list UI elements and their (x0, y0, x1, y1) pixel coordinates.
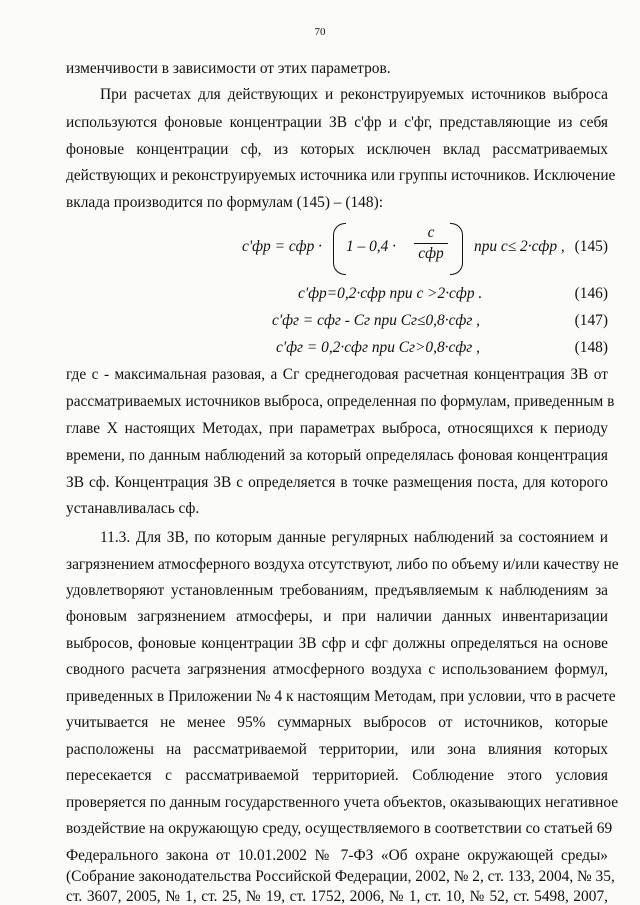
text-line: где c - максимальная разовая, а Cг среднегодовая расчетная концентрация ЗВ от (66, 366, 608, 383)
text-line: учитывается не менее 95% суммарных выбросов от источников, которые (66, 714, 608, 731)
formula-number: (148) (574, 339, 608, 356)
right-paren (450, 223, 463, 275)
formula-147: c'фг = cфг - Cг при Cг≤0,8·cфг , (272, 312, 481, 329)
formula-number: (147) (574, 312, 608, 329)
text-line: расположены на рассматриваемой территории, или зона влияния которых (66, 741, 608, 758)
text-line: устанавливалась cф. (66, 500, 200, 517)
fraction-numerator: c (427, 224, 435, 241)
text-line: удовлетворяют установленным требованиям, предъявляемым к наблюдениям за (66, 582, 608, 599)
text-line: фоновым загрязнением атмосферы, и при наличии данных инвентаризации (66, 608, 608, 625)
text-line: 11.3. Для ЗВ, по которым данные регулярных наблюдений за состоянием и (100, 529, 608, 546)
text-line: рассматриваемых источников выброса, определенная по формулам, приведенным в (66, 393, 615, 410)
text-line: (Собрание законодательства Российской Федерации, 2002, № 2, ст. 133, 2004, № 35, (66, 868, 615, 885)
text-line: времени, по данным наблюдений за который определялась фоновая концентрация (66, 447, 608, 464)
text-line: используются фоновые концентрации ЗВ с'фр и с'фг, представляющие из себя (66, 114, 608, 131)
fraction-denominator: cфр (418, 245, 444, 262)
text-line: действующих и реконструируемых источника или группы источников. Исключение (66, 167, 616, 184)
text-line: главе X настоящих Методах, при параметрах выброса, относящихся к периоду (66, 420, 608, 437)
text-line: ст. 3607, 2005, № 1, ст. 25, № 19, ст. 1752, 2006, № 1, ст. 10, № 52, ст. 5498, 2007, (66, 888, 608, 905)
text-line: При расчетах для действующих и реконструируемых источников выброса (100, 86, 608, 103)
formula-number: (146) (574, 285, 608, 302)
text-line: изменчивости в зависимости от этих параметров. (66, 60, 391, 77)
formula-number: (145) (574, 238, 608, 255)
text-line: воздействие на окружающую среду, осуществляемого в соответствии со статьей 69 (66, 820, 613, 837)
formula-145-one-minus: 1 – 0,4 · (346, 238, 397, 255)
text-line: Федерального закона от 10.01.2002 № 7-ФЗ «Об охране окружающей среды» (66, 847, 608, 864)
formula-145-condition: при c≤ 2·cфр , (474, 238, 565, 255)
text-line: выбросов, фоновые концентрации ЗВ cфр и cфг должны определяться на основе (66, 635, 608, 652)
page-number: 70 (314, 26, 326, 38)
text-line: фоновые концентрации сф, из которых исключен вклад рассматриваемых (66, 141, 608, 158)
left-paren (333, 223, 346, 275)
text-line: ЗВ cф. Концентрация ЗВ c определяется в точке размещения поста, для которого (66, 474, 608, 491)
text-line: проверяется по данным государственного учета объектов, оказывающих негативное (66, 794, 619, 811)
fraction-bar (414, 243, 448, 244)
text-line: сводного расчета загрязнения атмосферного воздуха с использованием формул, (66, 661, 608, 678)
text-line: приведенных в Приложении № 4 к настоящим Методам, при условии, что в расчете (66, 688, 616, 705)
formula-145-fraction (414, 224, 448, 263)
text-line: загрязнением атмосферного воздуха отсутствуют, либо по объему и/или качеству не (66, 556, 619, 573)
text-line: пересекается с рассматриваемой территорией. Соблюдение этого условия (66, 767, 608, 784)
formula-145-lhs: c'фр = cфр · (242, 238, 322, 255)
text-line: вклада производится по формулам (145) – (148): (66, 194, 383, 211)
formula-146: c'фр=0,2·cфр при c >2·cфр . (298, 285, 483, 302)
formula-148: c'фг = 0,2·cфг при Cг>0,8·cфг , (276, 339, 480, 356)
